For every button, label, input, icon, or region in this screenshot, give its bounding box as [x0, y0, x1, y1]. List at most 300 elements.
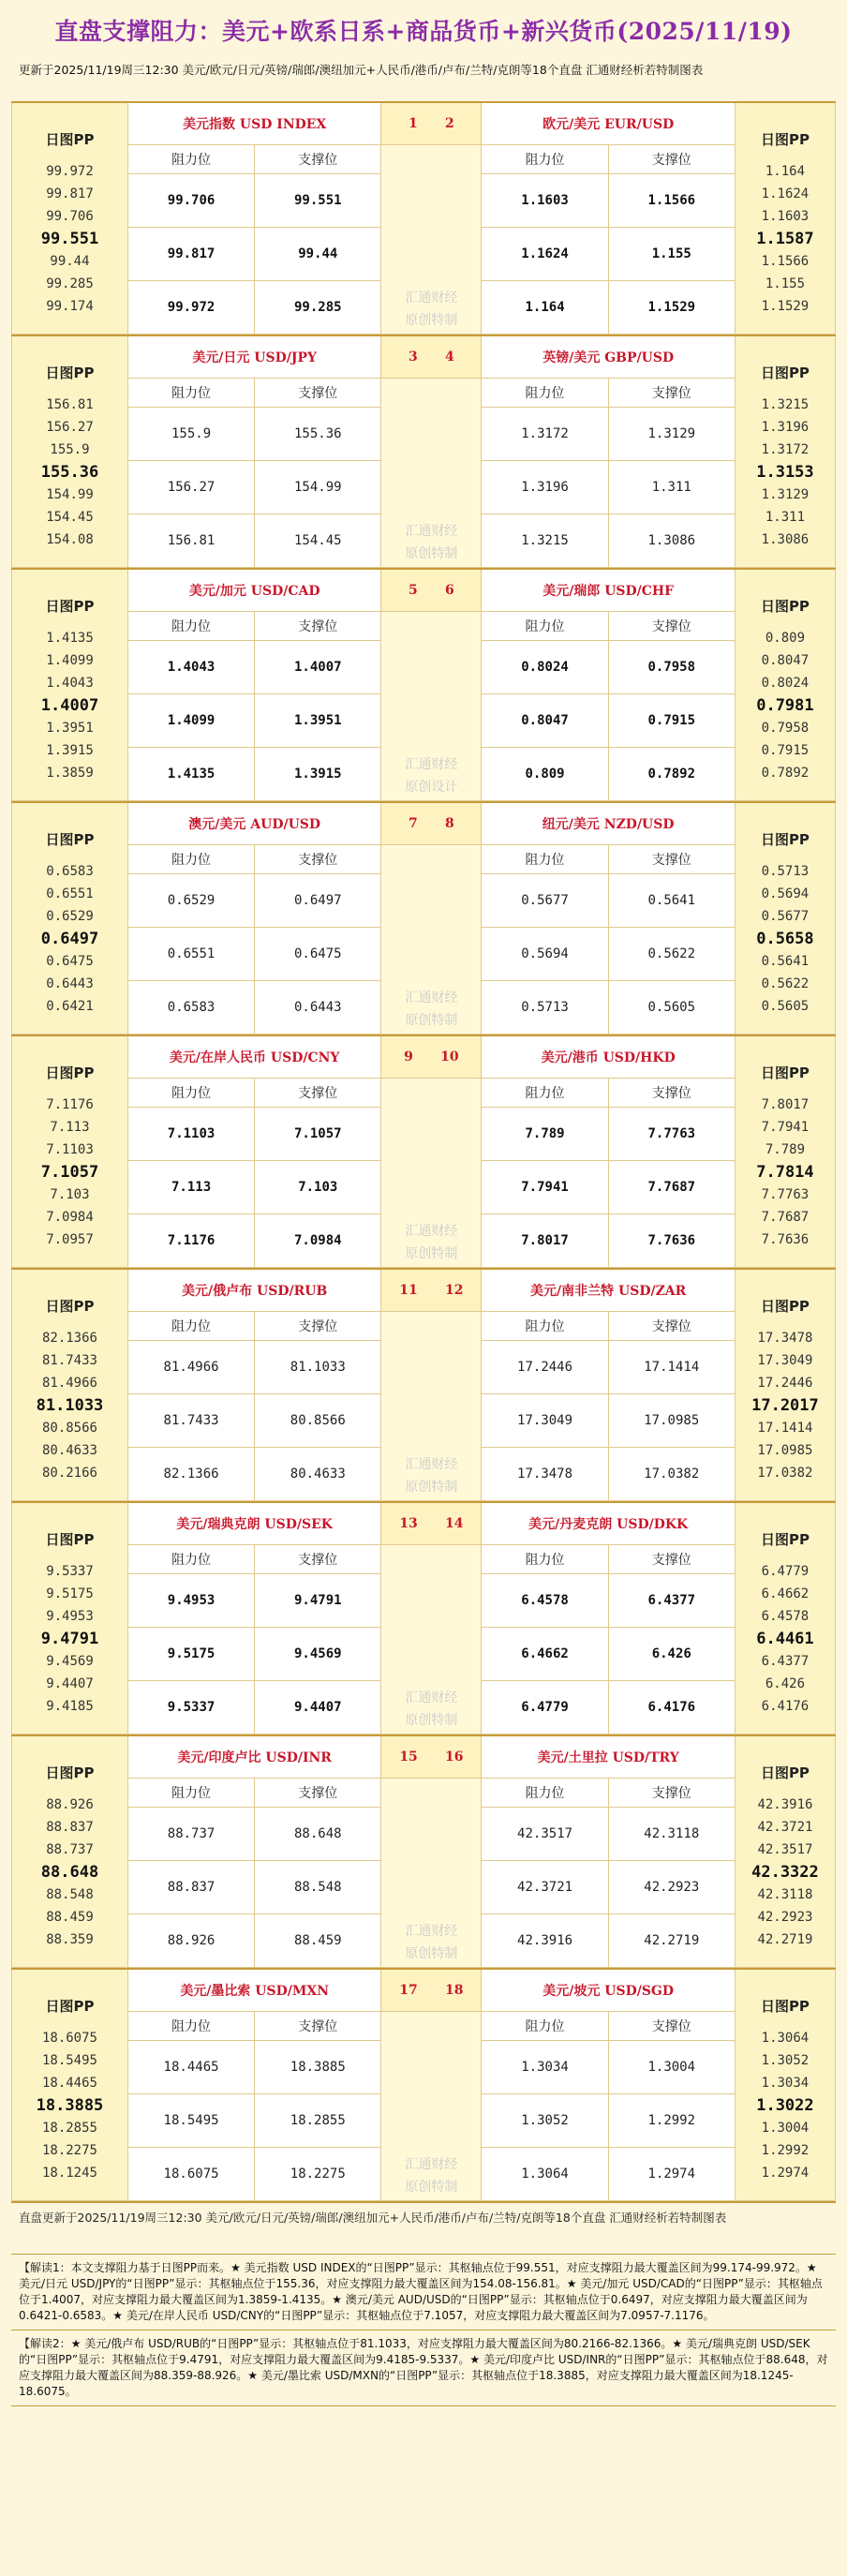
left-pair-title: 澳元/美元 AUD/USD: [127, 802, 380, 845]
pp-level: 9.5337: [46, 1564, 94, 1579]
resistance-value: 1.3064: [482, 2148, 608, 2201]
right-number: 10: [440, 1050, 459, 1065]
pivot-value: 88.648: [40, 1863, 99, 1882]
right-number: 18: [445, 1983, 464, 1998]
resistance-value: 155.9: [127, 408, 254, 461]
pivot-value: 0.7981: [756, 696, 814, 715]
support-value: 1.1566: [608, 174, 735, 228]
resistance-value: 7.8017: [482, 1214, 608, 1268]
pp-level: 7.1176: [46, 1097, 94, 1112]
resistance-value: 7.113: [127, 1161, 254, 1214]
pp-header: 日图PP: [45, 1298, 95, 1315]
pp-level: 9.4185: [46, 1699, 94, 1714]
support-value: 7.7763: [608, 1108, 735, 1161]
support-value: 42.2719: [608, 1914, 735, 1968]
pivot-value: 81.1033: [36, 1396, 104, 1415]
support-header: 支撑位: [255, 2012, 381, 2041]
pp-level: 88.737: [46, 1842, 94, 1857]
pair-block: [11, 335, 836, 568]
pp-level: 1.3064: [761, 2031, 810, 2046]
resistance-header: 阻力位: [127, 1312, 254, 1341]
pp-level: 0.8024: [761, 676, 810, 691]
pp-header: 日图PP: [760, 1298, 810, 1315]
pp-level: 1.1566: [761, 254, 810, 269]
support-value: 17.0382: [608, 1448, 735, 1501]
pp-level: 1.311: [765, 510, 806, 525]
pp-level: 9.5175: [46, 1586, 94, 1601]
pp-level: 1.3086: [761, 532, 810, 547]
support-value: 18.3885: [255, 2041, 381, 2094]
resistance-header: 阻力位: [482, 145, 608, 174]
support-value: 88.459: [255, 1914, 381, 1968]
resistance-value: 6.4779: [482, 1681, 608, 1735]
resistance-header: 阻力位: [127, 612, 254, 641]
support-value: 7.103: [255, 1161, 381, 1214]
resistance-value: 0.6529: [127, 874, 254, 928]
watermark: 汇通财经 原创特制: [381, 1079, 482, 1268]
pivot-value: 1.4007: [40, 696, 99, 715]
pp-level: 82.1366: [41, 1331, 97, 1346]
pp-level: 1.164: [765, 164, 806, 179]
resistance-value: 88.737: [127, 1808, 254, 1861]
pp-header: 日图PP: [45, 1531, 95, 1548]
pair-block: [11, 1268, 836, 1501]
pp-level: 18.2855: [41, 2121, 97, 2136]
resistance-value: 6.4578: [482, 1574, 608, 1628]
support-value: 1.2992: [608, 2094, 735, 2148]
pp-level: 99.706: [46, 209, 94, 224]
pp-level: 88.926: [46, 1797, 94, 1812]
resistance-value: 18.6075: [127, 2148, 254, 2201]
support-header: 支撑位: [608, 1312, 735, 1341]
resistance-header: 阻力位: [127, 2012, 254, 2041]
resistance-value: 81.4966: [127, 1341, 254, 1394]
pair-block: [11, 1035, 836, 1268]
pp-level: 6.426: [765, 1676, 806, 1691]
right-pair-title: 美元/南非兰特 USD/ZAR: [482, 1269, 735, 1312]
support-value: 0.6443: [255, 981, 381, 1035]
resistance-value: 9.5175: [127, 1628, 254, 1681]
pp-level: 1.2992: [761, 2143, 810, 2158]
pp-level: 7.0957: [46, 1232, 94, 1247]
support-value: 7.0984: [255, 1214, 381, 1268]
block-numbers: [381, 802, 482, 845]
resistance-value: 99.706: [127, 174, 254, 228]
resistance-value: 7.1176: [127, 1214, 254, 1268]
pp-level: 42.3721: [757, 1820, 813, 1835]
pp-level: 0.6421: [46, 999, 94, 1014]
resistance-header: 阻力位: [482, 379, 608, 408]
right-number: 16: [445, 1750, 464, 1764]
pp-header: 日图PP: [760, 1998, 810, 2015]
pp-level: 1.3034: [761, 2076, 810, 2091]
pp-header: 日图PP: [45, 598, 95, 615]
support-value: 9.4791: [255, 1574, 381, 1628]
pp-level: 1.1603: [761, 209, 810, 224]
support-header: 支撑位: [255, 1312, 381, 1341]
resistance-value: 42.3916: [482, 1914, 608, 1968]
pp-level: 7.113: [50, 1120, 90, 1135]
resistance-value: 1.3172: [482, 408, 608, 461]
block-numbers: [381, 1035, 482, 1079]
pp-level: 1.3859: [46, 766, 94, 781]
support-value: 1.311: [608, 461, 735, 514]
resistance-value: 156.81: [127, 514, 254, 568]
resistance-value: 156.27: [127, 461, 254, 514]
pp-level: 88.548: [46, 1887, 94, 1902]
pp-level: 99.817: [46, 186, 94, 201]
support-header: 支撑位: [255, 379, 381, 408]
right-number: 6: [445, 583, 454, 598]
pp-level: 7.789: [765, 1142, 806, 1157]
resistance-header: 阻力位: [482, 2012, 608, 2041]
resistance-value: 0.5713: [482, 981, 608, 1035]
pp-header: 日图PP: [45, 1764, 95, 1781]
block-numbers: [381, 1269, 482, 1312]
pp-header: 日图PP: [760, 1764, 810, 1781]
pp-level: 7.1103: [46, 1142, 94, 1157]
pp-level: 9.4569: [46, 1654, 94, 1669]
support-value: 88.548: [255, 1861, 381, 1914]
explanation-1: 【解读1：本文支撑阻力基于日图PP而来。★ 美元指数 USD INDEX的“日图PP”显示：其枢轴点位于99.551，对应支撑阻力最大覆盖区间为99.174-99.972。★ 美元/日元 USD/JPY的“日图PP”显示：其枢轴点位于155.36，对应支撑阻力最大覆盖区间为154.08-156.81。★ 美元/加元 USD/CAD的“日图PP”显示：其枢轴点位于1.4007，对应支撑阻力最大覆盖区间为1.3859-1.4135。★ 澳元/美元 AUD/USD的“日图PP”显示：其枢轴点位于0.6497，对应支撑阻力最大覆盖区间为0.6421-0.6583。★ 美元/在岸人民币 USD/CNY的“日图PP”显示：其枢轴点位于7.1057，对应支撑阻力最大覆盖区间为7.0957-7.1176。: [11, 2255, 836, 2330]
resistance-value: 0.8047: [482, 694, 608, 748]
resistance-value: 1.3196: [482, 461, 608, 514]
support-header: 支撑位: [255, 145, 381, 174]
pp-level: 17.2446: [757, 1376, 813, 1391]
pivot-value: 9.4791: [40, 1630, 99, 1648]
right-pair-title: 美元/坡元 USD/SGD: [482, 1969, 735, 2012]
resistance-value: 99.817: [127, 228, 254, 281]
pp-level: 80.2166: [41, 1466, 97, 1481]
pp-level: 7.103: [50, 1187, 90, 1202]
pivot-value: 1.3153: [756, 463, 814, 482]
pp-level: 99.285: [46, 276, 94, 291]
resistance-value: 82.1366: [127, 1448, 254, 1501]
pp-level: 0.6551: [46, 886, 94, 901]
pair-block: [11, 568, 836, 801]
support-value: 154.45: [255, 514, 381, 568]
pp-level: 9.4953: [46, 1609, 94, 1624]
watermark: 汇通财经 原创特制: [381, 2012, 482, 2201]
resistance-value: 17.3478: [482, 1448, 608, 1501]
support-value: 7.1057: [255, 1108, 381, 1161]
support-value: 1.3004: [608, 2041, 735, 2094]
pp-level: 1.4099: [46, 653, 94, 668]
resistance-value: 88.837: [127, 1861, 254, 1914]
support-value: 80.4633: [255, 1448, 381, 1501]
right-pair-title: 美元/土里拉 USD/TRY: [482, 1735, 735, 1779]
left-pair-title: 美元指数 USD INDEX: [127, 102, 380, 145]
pp-level: 88.459: [46, 1910, 94, 1925]
support-value: 9.4407: [255, 1681, 381, 1735]
watermark: 汇通财经 原创特制: [381, 1545, 482, 1735]
resistance-header: 阻力位: [127, 379, 254, 408]
pp-level: 155.9: [50, 442, 90, 457]
support-value: 1.155: [608, 228, 735, 281]
pp-level: 0.6529: [46, 909, 94, 924]
pp-header: 日图PP: [760, 598, 810, 615]
resistance-value: 88.926: [127, 1914, 254, 1968]
pivot-value: 7.1057: [40, 1163, 99, 1182]
resistance-value: 1.1624: [482, 228, 608, 281]
watermark: 汇通财经 原创设计: [381, 612, 482, 801]
left-pp-column: [12, 1035, 128, 1268]
left-pp-column: [12, 569, 128, 801]
right-number: 12: [445, 1283, 464, 1298]
pair-block: [11, 1735, 836, 1968]
support-value: 6.426: [608, 1628, 735, 1681]
pp-level: 0.5605: [761, 999, 810, 1014]
left-pair-title: 美元/加元 USD/CAD: [127, 569, 380, 612]
resistance-value: 17.3049: [482, 1394, 608, 1448]
pp-level: 1.3172: [761, 442, 810, 457]
pair-blocks: [11, 101, 836, 2201]
support-value: 99.551: [255, 174, 381, 228]
resistance-header: 阻力位: [127, 845, 254, 874]
right-number: 2: [445, 116, 454, 131]
resistance-value: 1.4135: [127, 748, 254, 801]
left-number: 5: [409, 583, 418, 598]
resistance-header: 阻力位: [127, 145, 254, 174]
support-value: 6.4176: [608, 1681, 735, 1735]
support-value: 9.4569: [255, 1628, 381, 1681]
support-value: 7.7636: [608, 1214, 735, 1268]
support-header: 支撑位: [255, 1079, 381, 1108]
pp-level: 1.3196: [761, 420, 810, 435]
resistance-value: 9.5337: [127, 1681, 254, 1735]
support-value: 80.8566: [255, 1394, 381, 1448]
pp-level: 99.44: [50, 254, 90, 269]
pp-header: 日图PP: [760, 831, 810, 848]
left-pp-column: [12, 1269, 128, 1501]
watermark: 汇通财经 原创特制: [381, 1779, 482, 1968]
support-value: 0.6497: [255, 874, 381, 928]
support-value: 1.2974: [608, 2148, 735, 2201]
resistance-header: 阻力位: [127, 1779, 254, 1808]
resistance-header: 阻力位: [482, 1779, 608, 1808]
left-number: 13: [399, 1516, 418, 1531]
support-value: 1.4007: [255, 641, 381, 694]
explanation-2: 【解读2：★ 美元/俄卢布 USD/RUB的“日图PP”显示：其枢轴点位于81.1033，对应支撑阻力最大覆盖区间为80.2166-82.1366。★ 美元/瑞典克朗 USD/SEK的“日图PP”显示：其枢轴点位于9.4791，对应支撑阻力最大覆盖区间为9.4185-9.5337。★ 美元/印度卢比 USD/INR的“日图PP”显示：其枢轴点位于88.648，对应支撑阻力最大覆盖区间为88.359-88.926。★ 美元/墨比索 USD/MXN的“日图PP”显示：其枢轴点位于18.3885，对应支撑阻力最大覆盖区间为18.1245-18.6075。: [11, 2330, 836, 2406]
right-pair-title: 美元/港币 USD/HKD: [482, 1035, 735, 1079]
right-pp-column: [735, 1269, 835, 1501]
support-value: 1.3915: [255, 748, 381, 801]
support-header: 支撑位: [608, 2012, 735, 2041]
pp-level: 9.4407: [46, 1676, 94, 1691]
pp-level: 42.3118: [757, 1887, 813, 1902]
watermark: 汇通财经 原创特制: [381, 145, 482, 335]
right-pp-column: [735, 1502, 835, 1735]
pp-level: 6.4176: [761, 1699, 810, 1714]
pp-level: 18.4465: [41, 2076, 97, 2091]
page-title: 直盘支撑阻力：美元+欧系日系+商品货币+新兴货币(2025/11/19): [54, 18, 793, 45]
pp-level: 0.5694: [761, 886, 810, 901]
pp-level: 80.4633: [41, 1443, 97, 1458]
right-pp-column: [735, 802, 835, 1035]
pp-header: 日图PP: [45, 831, 95, 848]
support-value: 0.6475: [255, 928, 381, 981]
pp-header: 日图PP: [45, 365, 95, 381]
resistance-value: 1.3034: [482, 2041, 608, 2094]
pp-level: 1.3915: [46, 743, 94, 758]
pp-level: 17.0382: [757, 1466, 813, 1481]
pp-level: 0.6583: [46, 864, 94, 879]
pp-level: 1.1624: [761, 186, 810, 201]
footer-note: 直盘更新于2025/11/19周三12:30 美元/欧元/日元/英镑/瑞郎/澳纽加元+人民币/港币/卢布/兰特/克朗等18个直盘 汇通财经析若特制图表: [11, 2201, 836, 2255]
watermark: 汇通财经 原创特制: [381, 845, 482, 1035]
pp-level: 1.3052: [761, 2053, 810, 2068]
right-pair-title: 纽元/美元 NZD/USD: [482, 802, 735, 845]
block-numbers: [381, 102, 482, 145]
left-pp-column: [12, 102, 128, 335]
support-value: 42.2923: [608, 1861, 735, 1914]
pp-level: 18.6075: [41, 2031, 97, 2046]
left-pp-column: [12, 802, 128, 1035]
pp-level: 42.3916: [757, 1797, 813, 1812]
pp-level: 99.174: [46, 299, 94, 314]
pp-level: 7.7941: [761, 1120, 810, 1135]
update-note: 更新于2025/11/19周三12:30 美元/欧元/日元/英镑/瑞郎/澳纽加元+人民币/港币/卢布/兰特/克朗等18个直盘 汇通财经析若特制图表: [19, 63, 704, 77]
pp-level: 154.99: [46, 487, 94, 502]
right-pp-column: [735, 569, 835, 801]
resistance-value: 17.2446: [482, 1341, 608, 1394]
left-number: 17: [399, 1983, 418, 1998]
support-value: 18.2855: [255, 2094, 381, 2148]
page: [11, 0, 836, 2406]
pp-level: 88.359: [46, 1932, 94, 1947]
block-numbers: [381, 569, 482, 612]
support-value: 155.36: [255, 408, 381, 461]
right-pp-column: [735, 1969, 835, 2201]
support-value: 7.7687: [608, 1161, 735, 1214]
support-header: 支撑位: [608, 612, 735, 641]
support-value: 42.3118: [608, 1808, 735, 1861]
support-value: 0.7892: [608, 748, 735, 801]
resistance-value: 6.4662: [482, 1628, 608, 1681]
pp-level: 7.0984: [46, 1210, 94, 1225]
support-header: 支撑位: [608, 145, 735, 174]
pp-level: 18.1245: [41, 2166, 97, 2181]
resistance-value: 0.809: [482, 748, 608, 801]
resistance-value: 7.7941: [482, 1161, 608, 1214]
resistance-header: 阻力位: [482, 1079, 608, 1108]
resistance-value: 0.6551: [127, 928, 254, 981]
right-pp-column: [735, 1035, 835, 1268]
support-value: 0.5641: [608, 874, 735, 928]
resistance-value: 42.3721: [482, 1861, 608, 1914]
pivot-value: 42.3322: [751, 1863, 819, 1882]
pp-level: 81.7433: [41, 1353, 97, 1368]
left-pp-column: [12, 1502, 128, 1735]
right-number: 14: [445, 1516, 464, 1531]
resistance-header: 阻力位: [482, 612, 608, 641]
support-value: 99.44: [255, 228, 381, 281]
pp-level: 18.2275: [41, 2143, 97, 2158]
pp-header: 日图PP: [760, 131, 810, 148]
support-header: 支撑位: [255, 845, 381, 874]
pp-header: 日图PP: [45, 1998, 95, 2015]
pp-header: 日图PP: [45, 1065, 95, 1081]
pp-level: 80.8566: [41, 1421, 97, 1436]
resistance-value: 1.4099: [127, 694, 254, 748]
pp-level: 42.3517: [757, 1842, 813, 1857]
pp-level: 0.8047: [761, 653, 810, 668]
pp-level: 1.4135: [46, 631, 94, 646]
pp-level: 6.4377: [761, 1654, 810, 1669]
right-pair-title: 美元/瑞郎 USD/CHF: [482, 569, 735, 612]
resistance-value: 1.3052: [482, 2094, 608, 2148]
resistance-value: 9.4953: [127, 1574, 254, 1628]
support-header: 支撑位: [608, 845, 735, 874]
pp-level: 0.809: [765, 631, 806, 646]
resistance-value: 0.8024: [482, 641, 608, 694]
watermark: 汇通财经 原创特制: [381, 379, 482, 568]
pp-level: 0.7892: [761, 766, 810, 781]
support-value: 1.1529: [608, 281, 735, 335]
block-numbers: [381, 1502, 482, 1545]
support-value: 6.4377: [608, 1574, 735, 1628]
pp-header: 日图PP: [760, 1065, 810, 1081]
pair-block: [11, 1968, 836, 2201]
support-header: 支撑位: [608, 1079, 735, 1108]
pp-level: 6.4779: [761, 1564, 810, 1579]
left-number: 3: [409, 350, 418, 365]
support-value: 0.5605: [608, 981, 735, 1035]
right-pair-title: 英镑/美元 GBP/USD: [482, 335, 735, 379]
right-pp-column: [735, 335, 835, 568]
resistance-value: 1.164: [482, 281, 608, 335]
resistance-value: 0.5677: [482, 874, 608, 928]
pp-level: 0.5677: [761, 909, 810, 924]
block-numbers: [381, 1735, 482, 1779]
pp-level: 1.4043: [46, 676, 94, 691]
left-number: 7: [409, 816, 418, 831]
watermark: 汇通财经 原创特制: [381, 1312, 482, 1501]
pp-level: 99.972: [46, 164, 94, 179]
pp-level: 6.4578: [761, 1609, 810, 1624]
pivot-value: 99.551: [40, 230, 99, 248]
pp-level: 88.837: [46, 1820, 94, 1835]
pp-level: 17.3478: [757, 1331, 813, 1346]
block-numbers: [381, 1969, 482, 2012]
right-number: 8: [445, 816, 454, 831]
pivot-value: 1.3022: [756, 2096, 814, 2115]
pivot-value: 155.36: [40, 463, 99, 482]
pp-level: 17.0985: [757, 1443, 813, 1458]
pp-level: 1.155: [765, 276, 806, 291]
left-pair-title: 美元/日元 USD/JPY: [127, 335, 380, 379]
support-header: 支撑位: [255, 612, 381, 641]
support-value: 1.3129: [608, 408, 735, 461]
pivot-value: 0.5658: [756, 930, 814, 948]
pp-header: 日图PP: [760, 1531, 810, 1548]
resistance-value: 1.3215: [482, 514, 608, 568]
left-pair-title: 美元/墨比索 USD/MXN: [127, 1969, 380, 2012]
pair-block: [11, 801, 836, 1035]
left-pair-title: 美元/瑞典克朗 USD/SEK: [127, 1502, 380, 1545]
resistance-value: 81.7433: [127, 1394, 254, 1448]
left-number: 9: [404, 1050, 413, 1065]
pivot-value: 1.1587: [756, 230, 814, 248]
support-value: 81.1033: [255, 1341, 381, 1394]
pp-level: 1.3004: [761, 2121, 810, 2136]
left-pair-title: 美元/俄卢布 USD/RUB: [127, 1269, 380, 1312]
pp-level: 6.4662: [761, 1586, 810, 1601]
pp-level: 156.81: [46, 397, 94, 412]
left-number: 15: [399, 1750, 418, 1764]
pp-level: 0.6443: [46, 976, 94, 991]
support-value: 18.2275: [255, 2148, 381, 2201]
